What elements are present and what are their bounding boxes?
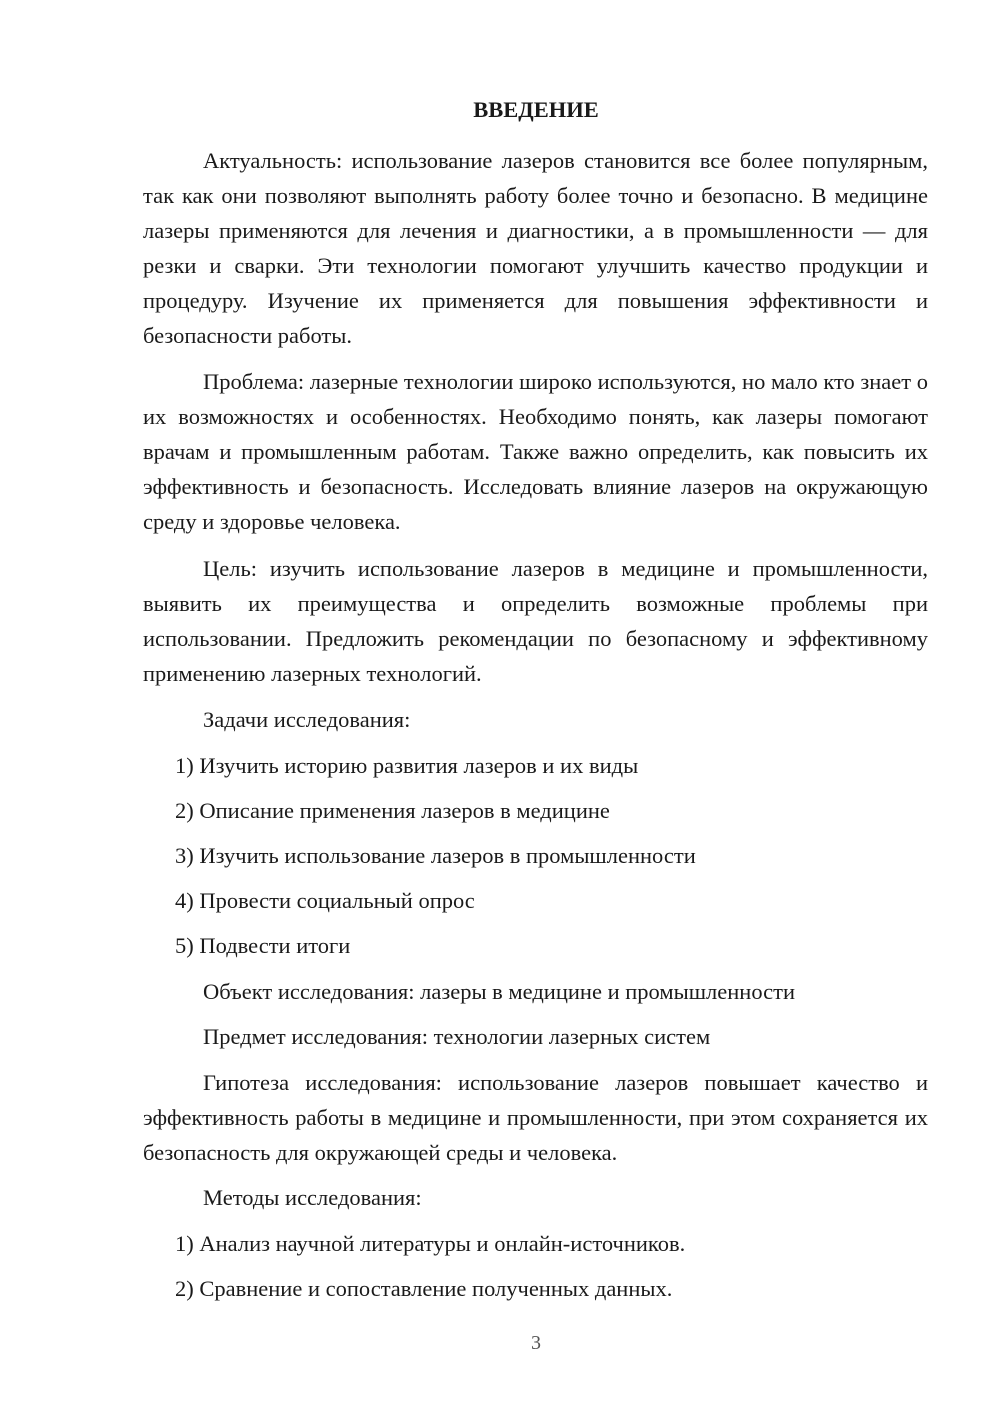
relevance-paragraph: Актуальность: использование лазеров становится все более популярным, так как они позволяют выполнять работу более точно и безопасно. В медицине лазеры применяются для лечения и диагностики, а в промышленности — для резки и сварки. Эти технологии помогают улучшить качество продукции и процедуру. Изучение их применяется для повышения эффективности и безопасности работы.: [143, 148, 928, 348]
problem-paragraph: Проблема: лазерные технологии широко используются, но мало кто знает о их возможностях и особенностях. Необходимо понять, как лазеры помогают врачам и промышленным работам. Также важно определить, как повысить их эффективность и безопасность. Исследовать влияние лазеров на окружающую среду и здоровье человека.: [143, 369, 928, 534]
task-item: 3) Изучить использование лазеров в промышленности: [175, 843, 696, 868]
research-object: Объект исследования: лазеры в медицине и промышленности: [203, 979, 796, 1004]
method-item: 1) Анализ научной литературы и онлайн-источников.: [175, 1231, 686, 1256]
tasks-heading: Задачи исследования:: [203, 707, 411, 732]
page-number: 3: [531, 1332, 541, 1354]
task-item: 1) Изучить историю развития лазеров и их виды: [175, 753, 639, 778]
goal-paragraph: Цель: изучить использование лазеров в медицине и промышленности, выявить их преимущества и определить возможные проблемы при использовании. Предложить рекомендации по безопасному и эффективному применению лазерных технологий.: [143, 556, 928, 686]
task-item: 5) Подвести итоги: [175, 933, 351, 958]
hypothesis-paragraph: Гипотеза исследования: использование лазеров повышает качество и эффективность работы в медицине и промышленности, при этом сохраняется их безопасность для окружающей среды и человека.: [143, 1070, 928, 1165]
task-item: 2) Описание применения лазеров в медицине: [175, 798, 610, 823]
methods-heading: Методы исследования:: [203, 1185, 422, 1210]
task-item: 4) Провести социальный опрос: [175, 888, 475, 913]
research-subject: Предмет исследования: технологии лазерных систем: [203, 1024, 711, 1049]
method-item: 2) Сравнение и сопоставление полученных данных.: [175, 1276, 673, 1301]
page-title: ВВЕДЕНИЕ: [473, 97, 599, 122]
